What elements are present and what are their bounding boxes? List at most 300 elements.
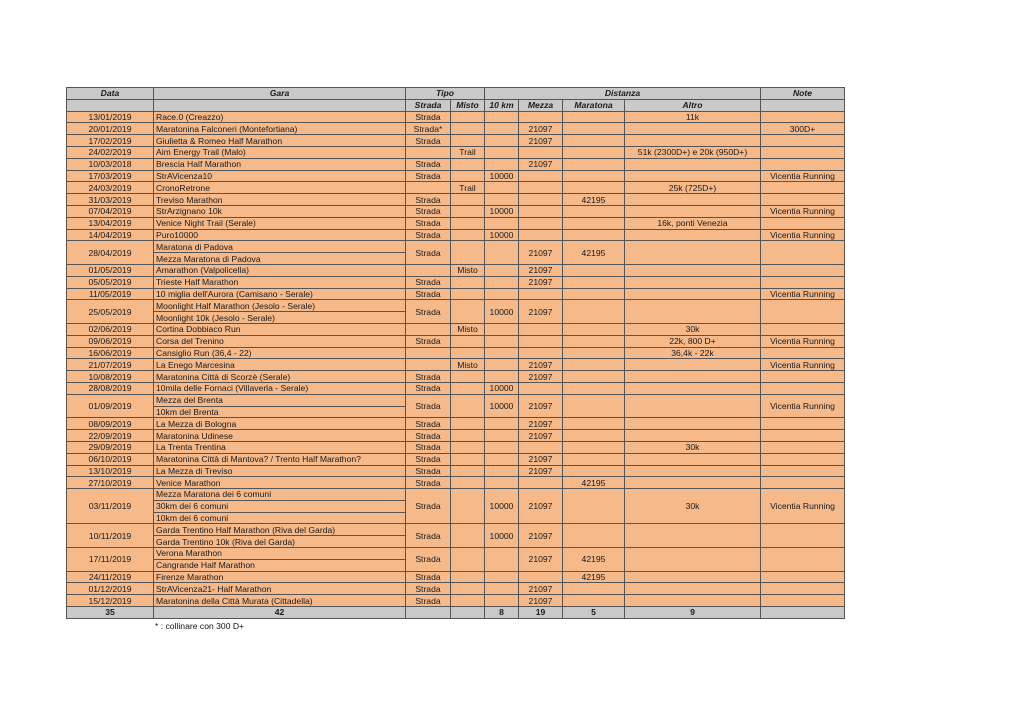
- note-cell: [761, 111, 845, 123]
- mezza-cell: 21097: [519, 359, 563, 371]
- tipo-misto-cell: [451, 371, 485, 383]
- altro-cell: [625, 359, 761, 371]
- tipo-misto-cell: [451, 300, 485, 324]
- race-name-cell: Mezza Maratona di Padova: [154, 253, 406, 265]
- tipo-strada-cell: Strada: [406, 489, 451, 524]
- tipo-misto-cell: [451, 288, 485, 300]
- tipo-strada-cell: [406, 347, 451, 359]
- maratona-cell: [563, 158, 625, 170]
- table-row: [67, 394, 845, 406]
- table-row: [67, 288, 845, 300]
- note-cell: [761, 371, 845, 383]
- tipo-misto-cell: [451, 418, 485, 430]
- maratona-cell: [563, 276, 625, 288]
- altro-cell: [625, 382, 761, 394]
- altro-cell: [625, 194, 761, 206]
- date-cell: 28/04/2019: [67, 241, 154, 265]
- tipo-misto-cell: Misto: [451, 359, 485, 371]
- race-name-cell: Maratonina Città di Scorzè (Serale): [154, 371, 406, 383]
- note-cell: [761, 158, 845, 170]
- km10-cell: [485, 371, 519, 383]
- total-gara-cell: 42: [154, 607, 406, 619]
- race-name-cell: 10km del Brenta: [154, 406, 406, 418]
- totals-row: [67, 607, 845, 619]
- altro-cell: 30k: [625, 441, 761, 453]
- race-name-cell: Corsa del Trenino: [154, 335, 406, 347]
- altro-cell: 25k (725D+): [625, 182, 761, 194]
- race-name-cell: Trieste Half Marathon: [154, 276, 406, 288]
- date-cell: 10/08/2019: [67, 371, 154, 383]
- mezza-cell: [519, 335, 563, 347]
- mezza-cell: [519, 347, 563, 359]
- maratona-cell: [563, 441, 625, 453]
- maratona-cell: 42195: [563, 548, 625, 572]
- tipo-strada-cell: [406, 146, 451, 158]
- maratona-cell: 42195: [563, 194, 625, 206]
- maratona-cell: [563, 123, 625, 135]
- maratona-cell: [563, 288, 625, 300]
- table-row: [67, 323, 845, 335]
- note-cell: [761, 300, 845, 324]
- date-cell: 25/05/2019: [67, 300, 154, 324]
- date-cell: 17/02/2019: [67, 135, 154, 147]
- altro-cell: [625, 371, 761, 383]
- date-cell: 20/01/2019: [67, 123, 154, 135]
- race-name-cell: Venice Night Trail (Serale): [154, 217, 406, 229]
- note-cell: 300D+: [761, 123, 845, 135]
- race-name-cell: Cangrande Half Marathon: [154, 559, 406, 571]
- tipo-strada-cell: Strada: [406, 135, 451, 147]
- altro-cell: [625, 453, 761, 465]
- km10-cell: [485, 241, 519, 265]
- race-name-cell: Amarathon (Valpolicella): [154, 264, 406, 276]
- race-name-cell: Moonlight 10k (Jesolo - Serale): [154, 312, 406, 324]
- mezza-cell: [519, 229, 563, 241]
- note-cell: [761, 453, 845, 465]
- header-misto: Misto: [451, 99, 485, 111]
- date-cell: 07/04/2019: [67, 205, 154, 217]
- header-blank: [67, 99, 154, 111]
- tipo-misto-cell: Trail: [451, 182, 485, 194]
- race-name-cell: Cortina Dobbiaco Run: [154, 323, 406, 335]
- mezza-cell: 21097: [519, 595, 563, 607]
- tipo-strada-cell: [406, 264, 451, 276]
- race-name-cell: Verona Marathon: [154, 548, 406, 560]
- mezza-cell: 21097: [519, 583, 563, 595]
- maratona-cell: 42195: [563, 477, 625, 489]
- mezza-cell: 21097: [519, 123, 563, 135]
- km10-cell: [485, 288, 519, 300]
- km10-cell: [485, 595, 519, 607]
- header-tipo: Tipo: [406, 88, 485, 100]
- altro-cell: 16k, ponti Venezia: [625, 217, 761, 229]
- km10-cell: [485, 430, 519, 442]
- km10-cell: [485, 347, 519, 359]
- tipo-misto-cell: [451, 170, 485, 182]
- table-row: [67, 583, 845, 595]
- tipo-misto-cell: [451, 394, 485, 418]
- tipo-misto-cell: [451, 477, 485, 489]
- km10-cell: [485, 453, 519, 465]
- date-cell: 16/06/2019: [67, 347, 154, 359]
- race-name-cell: StrArzignano 10k: [154, 205, 406, 217]
- altro-cell: [625, 158, 761, 170]
- race-name-cell: Cansiglio Run (36,4 - 22): [154, 347, 406, 359]
- date-cell: 10/11/2019: [67, 524, 154, 548]
- mezza-cell: [519, 217, 563, 229]
- tipo-misto-cell: [451, 158, 485, 170]
- tipo-strada-cell: [406, 182, 451, 194]
- table-row: [67, 595, 845, 607]
- header-distanza: Distanza: [485, 88, 761, 100]
- header-row-2: [67, 99, 845, 111]
- mezza-cell: 21097: [519, 241, 563, 265]
- mezza-cell: 21097: [519, 371, 563, 383]
- date-cell: 31/03/2019: [67, 194, 154, 206]
- race-name-cell: 10mila delle Fornaci (Villaverla - Serale): [154, 382, 406, 394]
- mezza-cell: 21097: [519, 418, 563, 430]
- date-cell: 13/10/2019: [67, 465, 154, 477]
- tipo-strada-cell: Strada*: [406, 123, 451, 135]
- total-data-cell: 35: [67, 607, 154, 619]
- altro-cell: 30k: [625, 323, 761, 335]
- maratona-cell: [563, 394, 625, 418]
- date-cell: 28/08/2019: [67, 382, 154, 394]
- note-cell: [761, 347, 845, 359]
- altro-cell: [625, 229, 761, 241]
- km10-cell: 10000: [485, 489, 519, 524]
- maratona-cell: [563, 595, 625, 607]
- maratona-cell: [563, 229, 625, 241]
- tipo-strada-cell: Strada: [406, 430, 451, 442]
- altro-cell: [625, 477, 761, 489]
- tipo-strada-cell: Strada: [406, 477, 451, 489]
- tipo-misto-cell: [451, 276, 485, 288]
- km10-cell: 10000: [485, 382, 519, 394]
- date-cell: 01/05/2019: [67, 264, 154, 276]
- mezza-cell: 21097: [519, 548, 563, 572]
- tipo-strada-cell: Strada: [406, 465, 451, 477]
- date-cell: 14/04/2019: [67, 229, 154, 241]
- date-cell: 13/04/2019: [67, 217, 154, 229]
- maratona-cell: [563, 335, 625, 347]
- maratona-cell: [563, 347, 625, 359]
- mezza-cell: 21097: [519, 135, 563, 147]
- altro-cell: 11k: [625, 111, 761, 123]
- note-cell: Vicentia Running: [761, 489, 845, 524]
- mezza-cell: [519, 571, 563, 583]
- race-name-cell: La Enego Marcesina: [154, 359, 406, 371]
- race-name-cell: Giulietta & Romeo Half Marathon: [154, 135, 406, 147]
- km10-cell: 10000: [485, 170, 519, 182]
- km10-cell: [485, 217, 519, 229]
- km10-cell: [485, 441, 519, 453]
- date-cell: 13/01/2019: [67, 111, 154, 123]
- mezza-cell: [519, 170, 563, 182]
- tipo-misto-cell: [451, 453, 485, 465]
- header-blank: [154, 99, 406, 111]
- mezza-cell: [519, 146, 563, 158]
- mezza-cell: 21097: [519, 465, 563, 477]
- table-row: [67, 111, 845, 123]
- table-row: [67, 359, 845, 371]
- maratona-cell: [563, 182, 625, 194]
- maratona-cell: [563, 217, 625, 229]
- race-name-cell: Puro10000: [154, 229, 406, 241]
- maratona-cell: [563, 489, 625, 524]
- table-row: [67, 264, 845, 276]
- table-row: [67, 170, 845, 182]
- date-cell: 24/02/2019: [67, 146, 154, 158]
- km10-cell: [485, 158, 519, 170]
- km10-cell: [485, 583, 519, 595]
- altro-cell: [625, 264, 761, 276]
- altro-cell: [625, 430, 761, 442]
- altro-cell: [625, 135, 761, 147]
- race-name-cell: Race.0 (Creazzo): [154, 111, 406, 123]
- km10-cell: 10000: [485, 229, 519, 241]
- race-name-cell: Firenze Marathon: [154, 571, 406, 583]
- tipo-misto-cell: Misto: [451, 323, 485, 335]
- tipo-strada-cell: Strada: [406, 382, 451, 394]
- km10-cell: 10000: [485, 394, 519, 418]
- altro-cell: 36,4k - 22k: [625, 347, 761, 359]
- tipo-misto-cell: [451, 229, 485, 241]
- note-cell: [761, 182, 845, 194]
- km10-cell: 10000: [485, 300, 519, 324]
- table-row: [67, 217, 845, 229]
- table-row: [67, 571, 845, 583]
- table-row: [67, 135, 845, 147]
- race-table: [66, 87, 845, 619]
- table-row: [67, 194, 845, 206]
- date-cell: 01/09/2019: [67, 394, 154, 418]
- note-cell: Vicentia Running: [761, 288, 845, 300]
- tipo-misto-cell: [451, 489, 485, 524]
- table-row: [67, 453, 845, 465]
- tipo-strada-cell: Strada: [406, 583, 451, 595]
- header-10km: 10 km: [485, 99, 519, 111]
- note-cell: [761, 477, 845, 489]
- date-cell: 03/11/2019: [67, 489, 154, 524]
- race-name-cell: Moonlight Half Marathon (Jesolo - Serale): [154, 300, 406, 312]
- tipo-strada-cell: Strada: [406, 371, 451, 383]
- tipo-strada-cell: Strada: [406, 170, 451, 182]
- table-row: [67, 300, 845, 312]
- race-name-cell: Maratonina della Città Murata (Cittadella): [154, 595, 406, 607]
- race-name-cell: Brescia Half Marathon: [154, 158, 406, 170]
- note-cell: [761, 135, 845, 147]
- race-name-cell: Garda Trentino 10k (Riva del Garda): [154, 536, 406, 548]
- km10-cell: [485, 146, 519, 158]
- mezza-cell: 21097: [519, 489, 563, 524]
- tipo-misto-cell: Misto: [451, 264, 485, 276]
- date-cell: 24/03/2019: [67, 182, 154, 194]
- date-cell: 17/11/2019: [67, 548, 154, 572]
- altro-cell: [625, 583, 761, 595]
- table-row: [67, 229, 845, 241]
- total-mezza-cell: 19: [519, 607, 563, 619]
- km10-cell: [485, 276, 519, 288]
- maratona-cell: [563, 170, 625, 182]
- altro-cell: [625, 595, 761, 607]
- tipo-misto-cell: [451, 123, 485, 135]
- race-name-cell: Mezza del Brenta: [154, 394, 406, 406]
- maratona-cell: [563, 453, 625, 465]
- tipo-strada-cell: Strada: [406, 571, 451, 583]
- tipo-misto-cell: [451, 430, 485, 442]
- mezza-cell: [519, 182, 563, 194]
- km10-cell: [485, 548, 519, 572]
- km10-cell: [485, 477, 519, 489]
- total-10km-cell: 8: [485, 607, 519, 619]
- mezza-cell: [519, 194, 563, 206]
- blank-cell: [406, 607, 451, 619]
- maratona-cell: [563, 323, 625, 335]
- table-row: [67, 158, 845, 170]
- mezza-cell: [519, 323, 563, 335]
- note-cell: [761, 241, 845, 265]
- altro-cell: 22k, 800 D+: [625, 335, 761, 347]
- mezza-cell: 21097: [519, 158, 563, 170]
- mezza-cell: [519, 477, 563, 489]
- km10-cell: [485, 359, 519, 371]
- note-cell: [761, 418, 845, 430]
- mezza-cell: [519, 382, 563, 394]
- tipo-misto-cell: [451, 194, 485, 206]
- tipo-strada-cell: Strada: [406, 394, 451, 418]
- date-cell: 24/11/2019: [67, 571, 154, 583]
- tipo-strada-cell: Strada: [406, 441, 451, 453]
- tipo-misto-cell: [451, 441, 485, 453]
- note-cell: Vicentia Running: [761, 170, 845, 182]
- km10-cell: 10000: [485, 524, 519, 548]
- date-cell: 05/05/2019: [67, 276, 154, 288]
- tipo-strada-cell: Strada: [406, 288, 451, 300]
- race-name-cell: CronoRetrone: [154, 182, 406, 194]
- race-name-cell: Venice Marathon: [154, 477, 406, 489]
- race-name-cell: StrAVicenza10: [154, 170, 406, 182]
- date-cell: 01/12/2019: [67, 583, 154, 595]
- altro-cell: [625, 170, 761, 182]
- race-name-cell: Maratonina Città di Mantova? / Trento Half Marathon?: [154, 453, 406, 465]
- table-row: [67, 205, 845, 217]
- tipo-strada-cell: Strada: [406, 217, 451, 229]
- maratona-cell: [563, 205, 625, 217]
- tipo-strada-cell: Strada: [406, 241, 451, 265]
- footnote: * : collinare con 300 D+: [155, 621, 245, 631]
- tipo-strada-cell: Strada: [406, 335, 451, 347]
- tipo-misto-cell: [451, 524, 485, 548]
- tipo-strada-cell: Strada: [406, 194, 451, 206]
- maratona-cell: [563, 300, 625, 324]
- race-name-cell: Treviso Marathon: [154, 194, 406, 206]
- maratona-cell: 42195: [563, 571, 625, 583]
- date-cell: 22/09/2019: [67, 430, 154, 442]
- note-cell: [761, 548, 845, 572]
- maratona-cell: [563, 465, 625, 477]
- header-blank: [761, 99, 845, 111]
- altro-cell: 30k: [625, 489, 761, 524]
- altro-cell: [625, 241, 761, 265]
- header-note: Note: [761, 88, 845, 100]
- header-mezza: Mezza: [519, 99, 563, 111]
- total-maratona-cell: 5: [563, 607, 625, 619]
- date-cell: 29/09/2019: [67, 441, 154, 453]
- race-name-cell: Garda Trentino Half Marathon (Riva del Garda): [154, 524, 406, 536]
- maratona-cell: [563, 111, 625, 123]
- table-row: [67, 335, 845, 347]
- maratona-cell: [563, 146, 625, 158]
- maratona-cell: [563, 524, 625, 548]
- total-altro-cell: 9: [625, 607, 761, 619]
- tipo-misto-cell: [451, 583, 485, 595]
- race-name-cell: 10 miglia dell'Aurora (Camisano - Serale): [154, 288, 406, 300]
- race-name-cell: La Mezza di Treviso: [154, 465, 406, 477]
- maratona-cell: 42195: [563, 241, 625, 265]
- mezza-cell: [519, 288, 563, 300]
- km10-cell: [485, 194, 519, 206]
- maratona-cell: [563, 430, 625, 442]
- tipo-misto-cell: [451, 548, 485, 572]
- note-cell: [761, 595, 845, 607]
- maratona-cell: [563, 264, 625, 276]
- tipo-misto-cell: Trail: [451, 146, 485, 158]
- date-cell: 15/12/2019: [67, 595, 154, 607]
- tipo-misto-cell: [451, 347, 485, 359]
- table-row: [67, 489, 845, 501]
- note-cell: [761, 217, 845, 229]
- table-row: [67, 441, 845, 453]
- note-cell: Vicentia Running: [761, 205, 845, 217]
- note-cell: [761, 264, 845, 276]
- header-gara: Gara: [154, 88, 406, 100]
- note-cell: [761, 146, 845, 158]
- maratona-cell: [563, 382, 625, 394]
- km10-cell: [485, 323, 519, 335]
- note-cell: [761, 382, 845, 394]
- date-cell: 06/10/2019: [67, 453, 154, 465]
- race-name-cell: 10km dei 6 comuni: [154, 512, 406, 524]
- altro-cell: [625, 394, 761, 418]
- tipo-misto-cell: [451, 382, 485, 394]
- header-row-1: [67, 88, 845, 100]
- note-cell: [761, 194, 845, 206]
- km10-cell: [485, 465, 519, 477]
- date-cell: 11/05/2019: [67, 288, 154, 300]
- tipo-misto-cell: [451, 241, 485, 265]
- altro-cell: [625, 418, 761, 430]
- mezza-cell: 21097: [519, 276, 563, 288]
- note-cell: Vicentia Running: [761, 229, 845, 241]
- date-cell: 09/06/2019: [67, 335, 154, 347]
- race-spreadsheet: [66, 87, 845, 619]
- km10-cell: [485, 182, 519, 194]
- km10-cell: [485, 135, 519, 147]
- note-cell: [761, 465, 845, 477]
- km10-cell: 10000: [485, 205, 519, 217]
- table-row: [67, 123, 845, 135]
- header-maratona: Maratona: [563, 99, 625, 111]
- table-row: [67, 430, 845, 442]
- header-data: Data: [67, 88, 154, 100]
- altro-cell: [625, 524, 761, 548]
- table-row: [67, 382, 845, 394]
- mezza-cell: [519, 111, 563, 123]
- tipo-misto-cell: [451, 595, 485, 607]
- altro-cell: [625, 123, 761, 135]
- altro-cell: [625, 465, 761, 477]
